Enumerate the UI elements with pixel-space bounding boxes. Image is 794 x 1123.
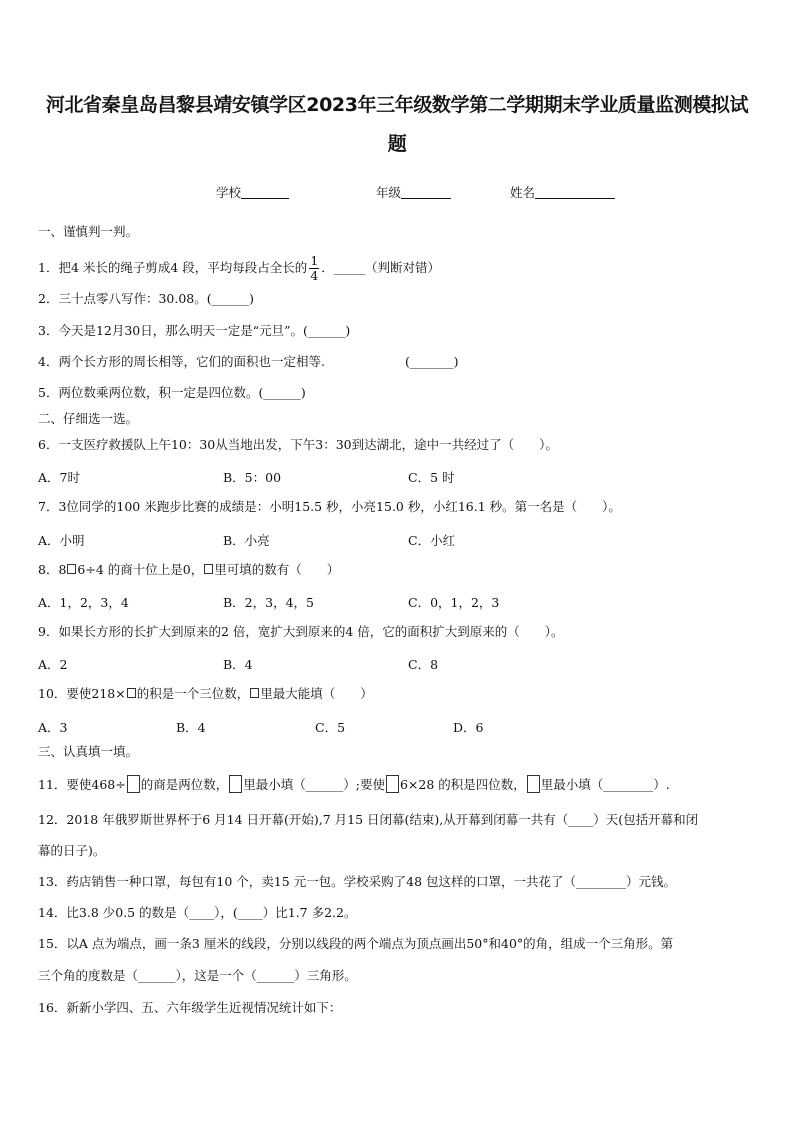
blank-box (204, 564, 213, 574)
fraction-denominator: 4 (310, 268, 319, 283)
q11-text-1: 11．要使468÷ (38, 777, 126, 792)
question-5: 5．两位数乘两位数，积一定是四位数。(______) (38, 385, 306, 400)
q7-option-c: C．小红 (408, 533, 456, 548)
q11-text-3: 里最小填（______）;要使 (243, 777, 385, 792)
question-13: 13．药店销售一种口罩，每包有10 个，卖15 元一包。学校采购了48 包这样的口罩，一共花了（________）元钱。 (38, 874, 677, 889)
q8-option-a: A．1，2，3，4 (38, 595, 129, 610)
question-12-line1: 12．2018 年俄罗斯世界杯于6 月14 日开幕(开始),7 月15 日闭幕(结束),从开幕到闭幕一共有（____）天(包括开幕和闭 (38, 812, 699, 827)
q10-option-d: D．6 (453, 720, 484, 735)
q10-text-end: 里最大能填（ ） (260, 686, 373, 701)
question-15-line2: 三个角的度数是（______），这是一个（______）三角形。 (38, 968, 357, 983)
grade-field (376, 183, 451, 201)
q4-text: 4．两个长方形的周长相等，它们的面积也一定相等. (38, 354, 325, 369)
blank-box (386, 775, 399, 793)
school-label: 学校 (216, 185, 242, 200)
q6-option-c: C．5 时 (408, 470, 455, 485)
q11-text-5: 里最小填（________）. (540, 777, 670, 792)
q1-text: 1．把4 米长的绳子剪成4 段，平均每段占全长的 (38, 260, 308, 275)
question-9: 9．如果长方形的长扩大到原来的2 倍，宽扩大到原来的4 倍，它的面积扩大到原来的（ ）。 (38, 624, 564, 639)
question-8 (38, 562, 339, 578)
q9-option-b: B．4 (223, 657, 253, 672)
blank-box (127, 775, 140, 793)
q8-text-start: 8．8 (38, 562, 67, 577)
school-blank (241, 185, 289, 199)
grade-label: 年级 (376, 185, 402, 200)
blank-box (229, 775, 242, 793)
page-title-line1: 河北省秦皇岛昌黎县靖安镇学区2023年三年级数学第二学期期末学业质量监测模拟试 (45, 94, 749, 116)
q9-option-c: C．8 (408, 657, 439, 672)
question-3: 3．今天是12月30日，那么明天一定是“元旦”。(______) (38, 323, 351, 338)
q10-text-middle: 的积是一个三位数， (136, 686, 250, 701)
blank-box (527, 775, 540, 793)
q10-option-b: B．4 (176, 720, 206, 735)
q11-text-4: 6×28 的积是四位数， (399, 777, 526, 792)
question-10 (38, 686, 373, 702)
name-blank (535, 185, 615, 199)
q10-text-start: 10．要使218× (38, 686, 126, 701)
q6-option-a: A．7时 (38, 470, 80, 485)
question-2: 2．三十点零八写作：30.08。(______) (38, 291, 254, 306)
section1-heading: 一、谨慎判一判。 (38, 224, 139, 239)
q11-text-2: 的商是两位数， (140, 777, 229, 792)
question-7: 7．3位同学的100 米跑步比赛的成绩是：小明15.5 秒，小亮15.0 秒，小红16.1 秒。第一名是（ ）。 (38, 499, 621, 514)
q6-option-b: B．5：00 (223, 470, 282, 485)
blank-box (67, 564, 76, 574)
fraction-one-quarter (309, 254, 319, 283)
question-14: 14．比3.8 少0.5 的数是（____），(____）比1.7 多2.2。 (38, 905, 357, 920)
name-label: 姓名 (510, 185, 536, 200)
section3-heading: 三、认真填一填。 (38, 744, 139, 759)
page-title-line2: 题 (387, 133, 407, 155)
question-4 (38, 354, 458, 370)
q1-blank-text: ．_____（判断对错） (321, 260, 441, 275)
question-6: 6．一支医疗救援队上午10：30从当地出发，下午3：30到达湖北，途中一共经过了（ ）。 (38, 437, 558, 452)
q8-option-c: C．0，1，2，3 (408, 595, 500, 610)
question-11 (38, 775, 670, 793)
q8-option-b: B．2，3，4，5 (223, 595, 314, 610)
question-15-line1: 15．以A 点为端点，画一条3 厘米的线段，分别以线段的两个端点为顶点画出50°和40°的角，组成一个三角形。第 (38, 936, 674, 951)
section2-heading: 二、仔细选一选。 (38, 411, 139, 426)
blank-box (250, 688, 259, 698)
q7-option-b: B．小亮 (223, 533, 270, 548)
question-1 (38, 254, 440, 283)
grade-blank (401, 185, 451, 199)
q7-option-a: A．小明 (38, 533, 85, 548)
question-16: 16．新新小学四、五、六年级学生近视情况统计如下： (38, 1000, 342, 1015)
name-field (510, 183, 615, 201)
question-12-line2: 幕的日子)。 (38, 843, 106, 858)
fraction-numerator: 1 (310, 253, 319, 268)
q10-option-a: A．3 (38, 720, 68, 735)
school-field (216, 183, 289, 201)
q10-option-c: C．5 (315, 720, 346, 735)
q8-text-end: 里可填的数有（ ） (214, 562, 340, 577)
q9-option-a: A．2 (38, 657, 68, 672)
q8-text-middle: 6÷4 的商十位上是0， (77, 562, 204, 577)
q4-blank: (_______) (404, 354, 459, 369)
blank-box (127, 688, 136, 698)
